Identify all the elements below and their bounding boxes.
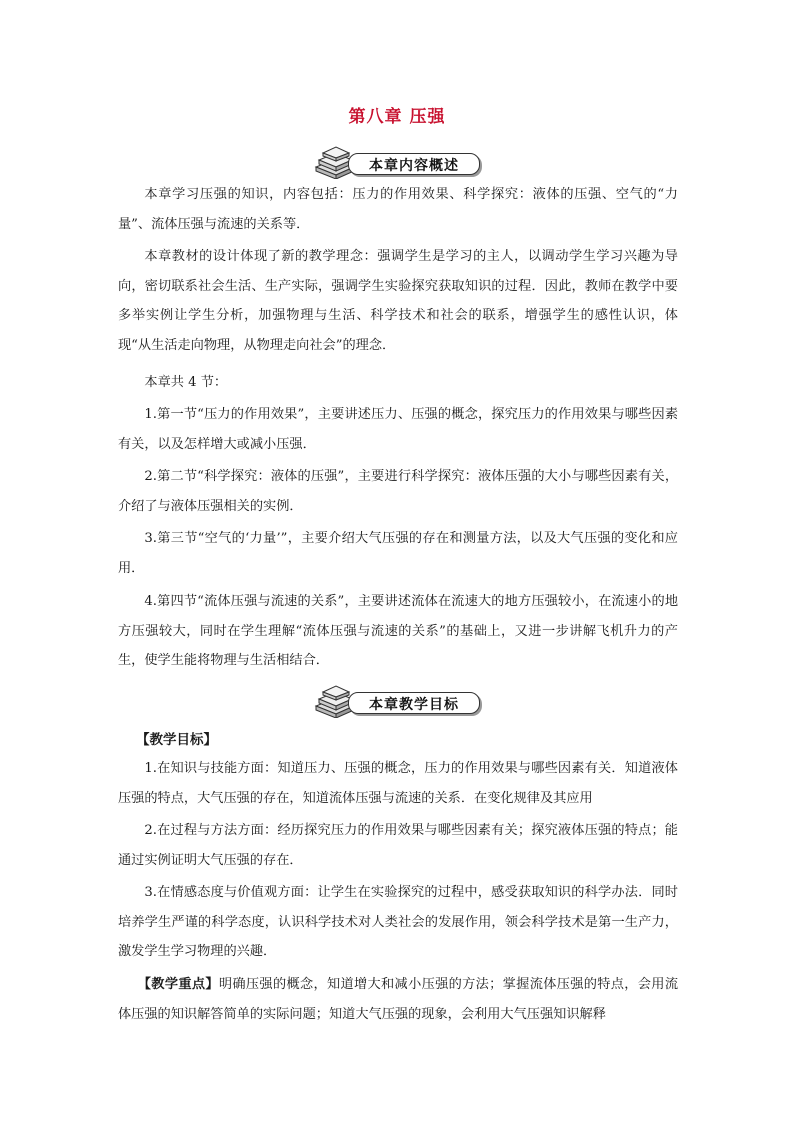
key-points-text: 明确压强的概念，知道增大和减小压强的方法；掌握流体压强的特点，会用流体压强的知识解答简单的实际问题；知道大气压强的现象，会利用大气压强知识解释 [118, 977, 679, 1022]
chapter-sections-count: 本章共 4 节： [144, 375, 228, 390]
goal-item-3: 3.在情感态度与价值观方面：让学生在实验探究的过程中，感受获取知识的科学办法．同时培养学生严谨的科学态度，认识科学技术对人类社会的发展作用，领会科学技术是第一生产力，激发学生学习物理的兴趣． [118, 885, 678, 959]
goal-item-1: 1.在知识与技能方面：知道压力、压强的概念，压力的作用效果与哪些因素有关．知道液体压强的特点，大气压强的存在，知道流体压强与流速的关系．在变化规律及其应用 [118, 761, 678, 806]
goals-heading: 【教学目标】 [136, 732, 217, 748]
overview-paragraph-2: 本章教材的设计体现了新的教学理念：强调学生是学习的主人，以调动学生学习兴趣为导向，密切联系社会生活、生产实际，强调学生实验探究获取知识的过程．因此，教师在教学中要多举实例让学生分析，加强物理与生活、科学技术和社会的联系，增强学生的感性认识，体现“从生活走向物理，从物理走向社会”的理念． [118, 249, 678, 353]
banner-goals-label: 本章教学目标 [369, 697, 459, 713]
section-3-summary: 3.第三节“空气的‘力量’”，主要介绍大气压强的存在和测量方法，以及大气压强的变化和应用． [118, 531, 678, 576]
section-2-summary: 2.第二节“科学探究：液体的压强”，主要进行科学探究：液体压强的大小与哪些因素有关，介绍了与液体压强相关的实例． [118, 469, 678, 514]
banner-plate [348, 692, 480, 714]
section-banner-overview [314, 145, 482, 179]
chapter-title: 第八章 压强 [348, 107, 446, 127]
overview-paragraph-1: 本章学习压强的知识，内容包括：压力的作用效果、科学探究：液体的压强、空气的“力量”、流体压强与流速的关系等． [118, 187, 678, 232]
banner-plate [348, 153, 480, 175]
section-1-summary: 1.第一节“压力的作用效果”，主要讲述压力、压强的概念，探究压力的作用效果与哪些因素有关，以及怎样增大或减小压强． [118, 407, 678, 452]
section-4-summary: 4.第四节“流体压强与流速的关系”，主要讲述流体在流速大的地方压强较小，在流速小的地方压强较大，同时在学生理解“流体压强与流速的关系”的基础上，又进一步讲解飞机升力的产生，使学生能将物理与生活相结合． [118, 594, 678, 668]
key-points-paragraph [118, 970, 678, 1029]
banner-overview-label: 本章内容概述 [369, 158, 459, 174]
key-points-label: 【教学重点】 [137, 977, 219, 992]
section-banner-goals [314, 684, 482, 718]
goal-item-2: 2.在过程与方法方面：经历探究压力的作用效果与哪些因素有关；探究液体压强的特点；能通过实例证明大气压强的存在． [118, 823, 678, 868]
